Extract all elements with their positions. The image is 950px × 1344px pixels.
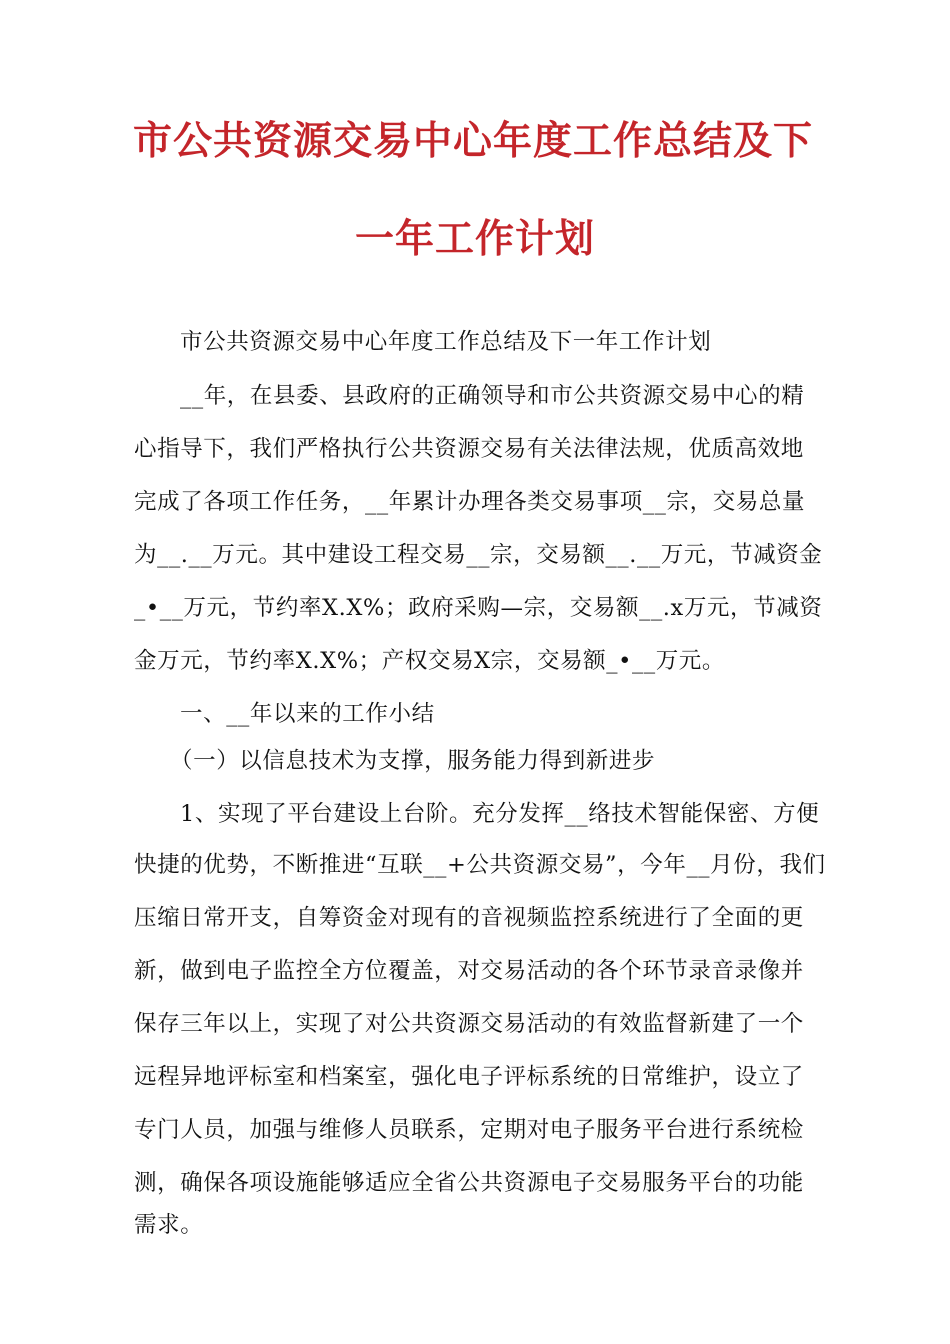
paragraph-line: 为__.__万元。其中建设工程交易__宗，交易额__.__万元，节减资金 (134, 542, 823, 568)
subsection-heading: （一）以信息技术为支撑，服务能力得到新进步 (170, 748, 656, 774)
paragraph-line: 完成了各项工作任务，__年累计办理各类交易事项__宗，交易总量 (134, 489, 806, 515)
subtitle-line: 市公共资源交易中心年度工作总结及下一年工作计划 (180, 329, 712, 355)
paragraph-line: 金万元，节约率X.X%；产权交易X宗，交易额_•__万元。 (134, 648, 726, 674)
paragraph-line: 心指导下，我们严格执行公共资源交易有关法律法规，优质高效地 (134, 436, 804, 462)
paragraph-line: 需求。 (134, 1212, 204, 1238)
paragraph-line: 压缩日常开支，自筹资金对现有的音视频监控系统进行了全面的更 (134, 905, 804, 931)
paragraph-line: 1、实现了平台建设上台阶。充分发挥__络技术智能保密、方便 (180, 801, 820, 827)
paragraph-line: 快捷的优势，不断推进“互联__+公共资源交易”，今年__月份，我们 (134, 852, 826, 878)
document-title-line-2: 一年工作计划 (354, 217, 595, 262)
document-title-line-1: 市公共资源交易中心年度工作总结及下 (133, 119, 814, 164)
paragraph-line: 保存三年以上，实现了对公共资源交易活动的有效监督新建了一个 (134, 1011, 804, 1037)
paragraph-line: 测，确保各项设施能够适应全省公共资源电子交易服务平台的功能 (134, 1170, 804, 1196)
paragraph-line: __年，在县委、县政府的正确领导和市公共资源交易中心的精 (180, 383, 805, 409)
paragraph-line: _•__万元，节约率X.X%；政府采购—宗，交易额__.x万元，节减资 (134, 595, 823, 621)
paragraph-line: 远程异地评标室和档案室，强化电子评标系统的日常维护，设立了 (134, 1064, 804, 1090)
paragraph-line: 专门人员，加强与维修人员联系，定期对电子服务平台进行系统检 (134, 1117, 804, 1143)
section-heading: 一、__年以来的工作小结 (180, 701, 435, 727)
paragraph-line: 新，做到电子监控全方位覆盖，对交易活动的各个环节录音录像并 (134, 958, 804, 984)
